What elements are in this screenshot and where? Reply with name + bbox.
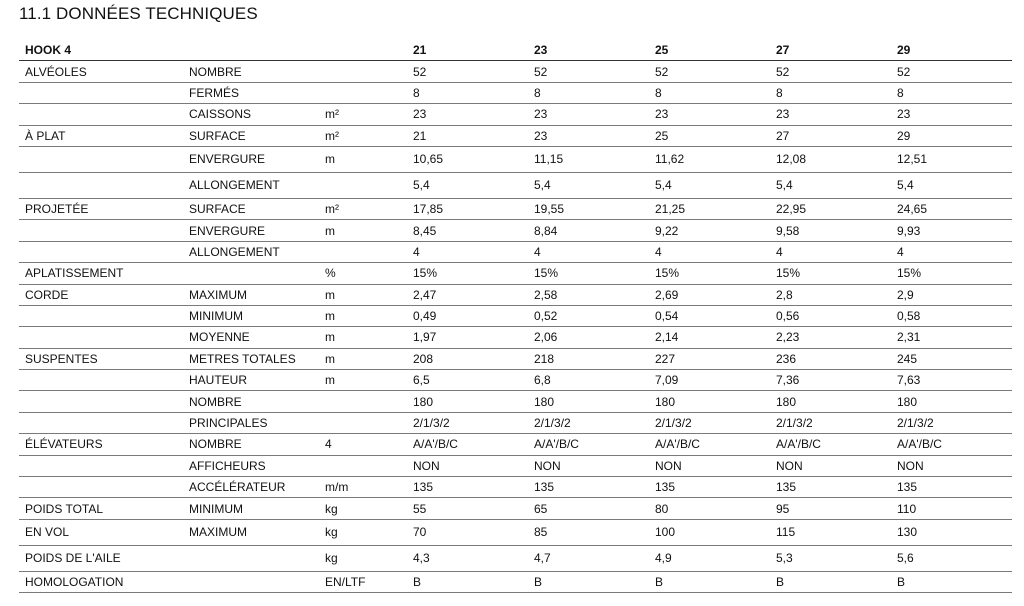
value-cell: A/A'/B/C	[770, 434, 891, 455]
table-row	[19, 545, 1012, 571]
value-cell: 15%	[528, 263, 649, 284]
unit-cell: 4	[319, 434, 407, 455]
size-header: 21	[407, 40, 528, 61]
section-cell	[19, 82, 183, 103]
model-label: HOOK 4	[19, 40, 183, 61]
value-cell: 11,15	[528, 146, 649, 172]
unit-cell: m/m	[319, 477, 407, 498]
section-cell	[19, 412, 183, 433]
value-cell: 2/1/3/2	[407, 412, 528, 433]
table-row	[19, 61, 1012, 82]
value-cell: B	[528, 571, 649, 592]
value-cell: 218	[528, 348, 649, 369]
section-cell	[19, 172, 183, 198]
value-cell: 4	[891, 241, 1012, 262]
table-row	[19, 519, 1012, 545]
value-cell: 2/1/3/2	[649, 412, 770, 433]
value-cell: 2,14	[649, 327, 770, 348]
value-cell: 5,3	[770, 545, 891, 571]
value-cell: 10,65	[407, 146, 528, 172]
value-cell: NON	[649, 455, 770, 476]
value-cell: B	[891, 571, 1012, 592]
value-cell: 7,36	[770, 370, 891, 391]
value-cell: 22,95	[770, 198, 891, 219]
unit-cell: m	[319, 305, 407, 326]
value-cell: 8	[649, 82, 770, 103]
table-row	[19, 391, 1012, 412]
unit-cell: kg	[319, 498, 407, 519]
value-cell: 1,97	[407, 327, 528, 348]
unit-cell: m	[319, 284, 407, 305]
value-cell: 0,52	[528, 305, 649, 326]
table-row	[19, 412, 1012, 433]
value-cell: 8,84	[528, 220, 649, 241]
value-cell: 19,55	[528, 198, 649, 219]
unit-cell: m	[319, 146, 407, 172]
value-cell: 0,58	[891, 305, 1012, 326]
value-cell: 17,85	[407, 198, 528, 219]
unit-cell: m	[319, 348, 407, 369]
parameter-cell: MAXIMUM	[183, 284, 319, 305]
section-cell: ALVÉOLES	[19, 61, 183, 82]
table-row	[19, 455, 1012, 476]
value-cell: 236	[770, 348, 891, 369]
value-cell: 23	[528, 104, 649, 125]
unit-cell: m	[319, 370, 407, 391]
value-cell: A/A'/B/C	[891, 434, 1012, 455]
section-cell	[19, 455, 183, 476]
table-header	[19, 40, 1012, 61]
section-cell: EN VOL	[19, 519, 183, 545]
parameter-cell: ENVERGURE	[183, 220, 319, 241]
table-row	[19, 146, 1012, 172]
value-cell: 2,9	[891, 284, 1012, 305]
section-cell: HOMOLOGATION	[19, 571, 183, 592]
parameter-cell: SURFACE	[183, 198, 319, 219]
value-cell: 135	[528, 477, 649, 498]
parameter-cell: ALLONGEMENT	[183, 172, 319, 198]
value-cell: 135	[649, 477, 770, 498]
value-cell: 9,93	[891, 220, 1012, 241]
value-cell: 24,65	[891, 198, 1012, 219]
value-cell: 4	[407, 241, 528, 262]
value-cell: 135	[891, 477, 1012, 498]
parameter-cell: HAUTEUR	[183, 370, 319, 391]
value-cell: 23	[770, 104, 891, 125]
value-cell: 135	[407, 477, 528, 498]
parameter-cell: PRINCIPALES	[183, 412, 319, 433]
size-header: 25	[649, 40, 770, 61]
section-cell	[19, 241, 183, 262]
value-cell: A/A'/B/C	[649, 434, 770, 455]
value-cell: 95	[770, 498, 891, 519]
table-row	[19, 327, 1012, 348]
section-cell: À PLAT	[19, 125, 183, 146]
value-cell: 4,7	[528, 545, 649, 571]
value-cell: 2,69	[649, 284, 770, 305]
value-cell: 8	[407, 82, 528, 103]
value-cell: 100	[649, 519, 770, 545]
value-cell: 9,22	[649, 220, 770, 241]
value-cell: 23	[528, 125, 649, 146]
value-cell: 2,31	[891, 327, 1012, 348]
value-cell: 135	[770, 477, 891, 498]
parameter-cell: MAXIMUM	[183, 519, 319, 545]
header-blank	[183, 40, 319, 61]
value-cell: 23	[649, 104, 770, 125]
header-blank	[319, 40, 407, 61]
value-cell: 12,51	[891, 146, 1012, 172]
section-cell: APLATISSEMENT	[19, 263, 183, 284]
section-cell	[19, 104, 183, 125]
value-cell: 52	[528, 61, 649, 82]
value-cell: 52	[770, 61, 891, 82]
value-cell: 7,09	[649, 370, 770, 391]
unit-cell: m²	[319, 198, 407, 219]
value-cell: 15%	[649, 263, 770, 284]
value-cell: NON	[891, 455, 1012, 476]
value-cell: 6,5	[407, 370, 528, 391]
value-cell: 21,25	[649, 198, 770, 219]
value-cell: B	[649, 571, 770, 592]
value-cell: 21	[407, 125, 528, 146]
unit-cell: kg	[319, 545, 407, 571]
value-cell: 15%	[891, 263, 1012, 284]
value-cell: 8	[770, 82, 891, 103]
parameter-cell: ENVERGURE	[183, 146, 319, 172]
unit-cell: m	[319, 327, 407, 348]
value-cell: 4	[528, 241, 649, 262]
parameter-cell	[183, 263, 319, 284]
value-cell: 23	[407, 104, 528, 125]
value-cell: 12,08	[770, 146, 891, 172]
value-cell: 2,47	[407, 284, 528, 305]
parameter-cell: MINIMUM	[183, 498, 319, 519]
value-cell: 15%	[407, 263, 528, 284]
value-cell: 70	[407, 519, 528, 545]
value-cell: B	[770, 571, 891, 592]
table-row	[19, 263, 1012, 284]
value-cell: A/A'/B/C	[407, 434, 528, 455]
value-cell: A/A'/B/C	[528, 434, 649, 455]
table-row	[19, 284, 1012, 305]
size-header: 23	[528, 40, 649, 61]
value-cell: 4	[770, 241, 891, 262]
value-cell: 80	[649, 498, 770, 519]
value-cell: 27	[770, 125, 891, 146]
value-cell: 8,45	[407, 220, 528, 241]
value-cell: 180	[770, 391, 891, 412]
table-row	[19, 125, 1012, 146]
value-cell: 52	[407, 61, 528, 82]
value-cell: 7,63	[891, 370, 1012, 391]
section-cell	[19, 220, 183, 241]
table-row	[19, 571, 1012, 592]
table-row	[19, 370, 1012, 391]
value-cell: 5,4	[407, 172, 528, 198]
table-row	[19, 477, 1012, 498]
unit-cell: EN/LTF	[319, 571, 407, 592]
table-row	[19, 348, 1012, 369]
section-cell: SUSPENTES	[19, 348, 183, 369]
unit-cell	[319, 412, 407, 433]
section-cell: ÉLÉVATEURS	[19, 434, 183, 455]
value-cell: 180	[528, 391, 649, 412]
unit-cell: m²	[319, 125, 407, 146]
unit-cell: kg	[319, 519, 407, 545]
unit-cell	[319, 241, 407, 262]
table-body	[19, 61, 1012, 593]
section-cell	[19, 146, 183, 172]
value-cell: 180	[649, 391, 770, 412]
parameter-cell: MOYENNE	[183, 327, 319, 348]
value-cell: 115	[770, 519, 891, 545]
unit-cell	[319, 455, 407, 476]
unit-cell	[319, 61, 407, 82]
parameter-cell	[183, 571, 319, 592]
parameter-cell: MINIMUM	[183, 305, 319, 326]
value-cell: 55	[407, 498, 528, 519]
value-cell: 2/1/3/2	[891, 412, 1012, 433]
section-cell: CORDE	[19, 284, 183, 305]
value-cell: 2,23	[770, 327, 891, 348]
value-cell: 0,56	[770, 305, 891, 326]
section-cell	[19, 391, 183, 412]
unit-cell: m²	[319, 104, 407, 125]
table-row	[19, 220, 1012, 241]
value-cell: 5,6	[891, 545, 1012, 571]
table-row	[19, 198, 1012, 219]
value-cell: 5,4	[528, 172, 649, 198]
table-row	[19, 172, 1012, 198]
parameter-cell: ALLONGEMENT	[183, 241, 319, 262]
value-cell: 15%	[770, 263, 891, 284]
value-cell: 227	[649, 348, 770, 369]
value-cell: 0,49	[407, 305, 528, 326]
value-cell: 4	[649, 241, 770, 262]
value-cell: 110	[891, 498, 1012, 519]
value-cell: 52	[891, 61, 1012, 82]
value-cell: NON	[407, 455, 528, 476]
parameter-cell: NOMBRE	[183, 434, 319, 455]
section-cell: PROJETÉE	[19, 198, 183, 219]
technical-data-table	[19, 40, 1012, 593]
table-row	[19, 104, 1012, 125]
value-cell: 0,54	[649, 305, 770, 326]
section-cell	[19, 370, 183, 391]
header-row	[19, 40, 1012, 61]
value-cell: 245	[891, 348, 1012, 369]
value-cell: 2/1/3/2	[528, 412, 649, 433]
value-cell: 2,06	[528, 327, 649, 348]
section-cell	[19, 477, 183, 498]
value-cell: 5,4	[770, 172, 891, 198]
unit-cell	[319, 82, 407, 103]
value-cell: 2,8	[770, 284, 891, 305]
value-cell: 180	[407, 391, 528, 412]
parameter-cell: METRES TOTALES	[183, 348, 319, 369]
size-header: 27	[770, 40, 891, 61]
value-cell: 6,8	[528, 370, 649, 391]
value-cell: 8	[891, 82, 1012, 103]
table-row	[19, 82, 1012, 103]
value-cell: 29	[891, 125, 1012, 146]
value-cell: 2/1/3/2	[770, 412, 891, 433]
parameter-cell: NOMBRE	[183, 391, 319, 412]
table-row	[19, 434, 1012, 455]
value-cell: 180	[891, 391, 1012, 412]
value-cell: B	[407, 571, 528, 592]
section-cell: POIDS TOTAL	[19, 498, 183, 519]
value-cell: 52	[649, 61, 770, 82]
value-cell: 65	[528, 498, 649, 519]
section-cell	[19, 327, 183, 348]
value-cell: 23	[891, 104, 1012, 125]
section-cell	[19, 305, 183, 326]
table-row	[19, 241, 1012, 262]
value-cell: 130	[891, 519, 1012, 545]
table-row	[19, 305, 1012, 326]
unit-cell: m	[319, 220, 407, 241]
size-header: 29	[891, 40, 1012, 61]
parameter-cell: ACCÉLÉRATEUR	[183, 477, 319, 498]
table-row	[19, 498, 1012, 519]
value-cell: 4,9	[649, 545, 770, 571]
value-cell: 5,4	[891, 172, 1012, 198]
section-cell: POIDS DE L'AILE	[19, 545, 183, 571]
value-cell: 85	[528, 519, 649, 545]
value-cell: 2,58	[528, 284, 649, 305]
value-cell: 208	[407, 348, 528, 369]
parameter-cell: CAISSONS	[183, 104, 319, 125]
parameter-cell	[183, 545, 319, 571]
value-cell: 11,62	[649, 146, 770, 172]
value-cell: 5,4	[649, 172, 770, 198]
unit-cell	[319, 391, 407, 412]
unit-cell	[319, 172, 407, 198]
parameter-cell: SURFACE	[183, 125, 319, 146]
value-cell: 4,3	[407, 545, 528, 571]
parameter-cell: FERMÉS	[183, 82, 319, 103]
parameter-cell: NOMBRE	[183, 61, 319, 82]
page-title: 11.1 DONNÉES TECHNIQUES	[19, 4, 258, 23]
value-cell: 25	[649, 125, 770, 146]
value-cell: 9,58	[770, 220, 891, 241]
value-cell: 8	[528, 82, 649, 103]
value-cell: NON	[528, 455, 649, 476]
value-cell: NON	[770, 455, 891, 476]
unit-cell: %	[319, 263, 407, 284]
parameter-cell: AFFICHEURS	[183, 455, 319, 476]
